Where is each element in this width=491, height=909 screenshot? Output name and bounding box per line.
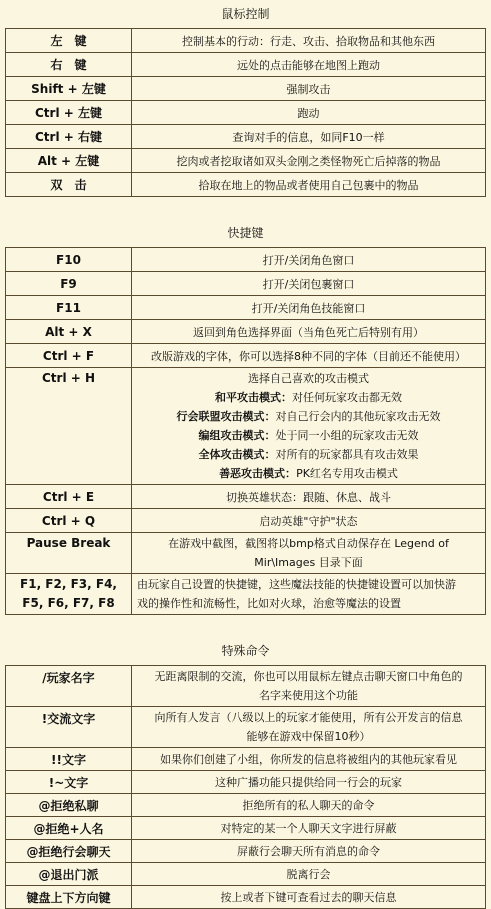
- desc-cell: 跑动: [132, 101, 486, 125]
- desc-cell: 拾取在地上的物品或者使用自己包裹中的物品: [132, 173, 486, 197]
- key-cell: 左 键: [6, 29, 132, 53]
- attack-mode-cell: [132, 368, 486, 485]
- key-cell: F1, F2, F3, F4, F5, F6, F7, F8: [6, 574, 132, 615]
- key-cell: !交流文字: [6, 707, 132, 748]
- section-title-hotkeys: 快捷键: [227, 226, 264, 240]
- desc-cell: 强制攻击: [132, 77, 486, 101]
- desc-cell: 改版游戏的字体，你可以选择8种不同的字体（目前还不能使用）: [132, 344, 486, 368]
- key-cell: /玩家名字: [6, 666, 132, 707]
- table-row: [6, 149, 486, 173]
- key-cell: Ctrl + 左键: [6, 101, 132, 125]
- desc-cell: 挖肉或者挖取诸如双头金刚之类怪物死亡后掉落的物品: [132, 149, 486, 173]
- desc-cell: 在游戏中截图，截图将以bmp格式自动保存在 Legend of Mir\Images 目录下面: [132, 533, 486, 574]
- desc-cell: 控制基本的行动：行走、攻击、拾取物品和其他东西: [132, 29, 486, 53]
- key-cell: Ctrl + H: [6, 368, 132, 485]
- attack-mode-item: 编组攻击模式：处于同一小组的玩家攻击无效: [198, 429, 419, 442]
- table-row: [6, 771, 486, 794]
- hotkeys-table: [5, 247, 486, 615]
- key-cell: @拒绝+人名: [6, 817, 132, 840]
- desc-cell: 由玩家自己设置的快捷键，这些魔法技能的快捷键设置可以加快游 戏的操作性和流畅性，比如对火球，治愈等魔法的设置: [132, 574, 486, 615]
- key-cell: @拒绝私聊: [6, 794, 132, 817]
- table-row: [6, 29, 486, 53]
- desc-cell: 打开/关闭角色技能窗口: [132, 296, 486, 320]
- desc-cell: 向所有人发言（八级以上的玩家才能使用，所有公开发言的信息 能够在游戏中保留10秒）: [132, 707, 486, 748]
- attack-mode-item: 全体攻击模式：对所有的玩家都具有攻击效果: [198, 448, 419, 461]
- table-row: [6, 101, 486, 125]
- special-table: [5, 665, 486, 909]
- table-row: [6, 533, 486, 574]
- desc-cell: 远处的点击能够在地图上跑动: [132, 53, 486, 77]
- desc-cell: 这种广播功能只提供给同一行会的玩家: [132, 771, 486, 794]
- desc-cell: 启动英雄"守护"状态: [132, 509, 486, 533]
- attack-mode-item: 和平攻击模式：对任何玩家攻击都无效: [215, 391, 402, 404]
- attack-mode-item: 善恶攻击模式：PK红名专用攻击模式: [219, 467, 398, 480]
- table-row: [6, 344, 486, 368]
- desc-cell: 脱离行会: [132, 863, 486, 886]
- key-cell: F11: [6, 296, 132, 320]
- desc-cell: 打开/关闭角色窗口: [132, 248, 486, 272]
- key-cell: Ctrl + Q: [6, 509, 132, 533]
- key-cell: 键盘上下方向键: [6, 886, 132, 909]
- table-row: [6, 748, 486, 771]
- key-cell: Alt + 左键: [6, 149, 132, 173]
- key-cell: Ctrl + F: [6, 344, 132, 368]
- desc-cell: 返回到角色选择界面（当角色死亡后特别有用）: [132, 320, 486, 344]
- table-row: [6, 817, 486, 840]
- desc-cell: 无距离限制的交流，你也可以用鼠标左键点击聊天窗口中角色的 名字来使用这个功能: [132, 666, 486, 707]
- key-cell: F9: [6, 272, 132, 296]
- key-cell: @退出门派: [6, 863, 132, 886]
- desc-cell: 拒绝所有的私人聊天的命令: [132, 794, 486, 817]
- key-cell: Alt + X: [6, 320, 132, 344]
- table-row: [6, 863, 486, 886]
- table-row: [6, 840, 486, 863]
- table-row: [6, 173, 486, 197]
- table-row: [6, 125, 486, 149]
- key-cell: !~文字: [6, 771, 132, 794]
- section-gap: [0, 615, 491, 637]
- table-row: [6, 707, 486, 748]
- desc-cell: 按上或者下键可查看过去的聊天信息: [132, 886, 486, 909]
- desc-cell: 如果你们创建了小组，你所发的信息将被组内的其他玩家看见: [132, 748, 486, 771]
- table-row: [6, 886, 486, 909]
- table-row: [6, 574, 486, 615]
- desc-cell: 查询对手的信息，如同F10一样: [132, 125, 486, 149]
- key-cell: Ctrl + E: [6, 485, 132, 509]
- mouse-table: [5, 28, 486, 197]
- key-cell: !!文字: [6, 748, 132, 771]
- table-row: [6, 53, 486, 77]
- table-row: [6, 77, 486, 101]
- section-title-special: 特殊命令: [221, 644, 270, 658]
- key-cell: F10: [6, 248, 132, 272]
- table-row: [6, 666, 486, 707]
- table-row: [6, 296, 486, 320]
- key-cell: @拒绝行会聊天: [6, 840, 132, 863]
- section-gap: [0, 197, 491, 219]
- key-cell: 双 击: [6, 173, 132, 197]
- key-cell: Ctrl + 右键: [6, 125, 132, 149]
- desc-cell: 对特定的某一个人聊天文字进行屏蔽: [132, 817, 486, 840]
- desc-cell: 屏蔽行会聊天所有消息的命令: [132, 840, 486, 863]
- table-row: [6, 794, 486, 817]
- attack-mode-item: 行会联盟攻击模式：对自己行会内的其他玩家攻击无效: [176, 410, 441, 423]
- table-row: [6, 272, 486, 296]
- key-cell: Pause Break: [6, 533, 132, 574]
- desc-cell: 切换英雄状态：跟随、休息、战斗: [132, 485, 486, 509]
- key-cell: 右 键: [6, 53, 132, 77]
- desc-cell: 打开/关闭包裹窗口: [132, 272, 486, 296]
- key-cell: Shift + 左键: [6, 77, 132, 101]
- table-row: [6, 248, 486, 272]
- table-row: [6, 320, 486, 344]
- table-row: [6, 485, 486, 509]
- section-title-mouse: 鼠标控制: [221, 7, 270, 21]
- table-row: [6, 509, 486, 533]
- attack-mode-intro: 选择自己喜欢的攻击模式: [248, 372, 369, 385]
- table-row: [6, 368, 486, 485]
